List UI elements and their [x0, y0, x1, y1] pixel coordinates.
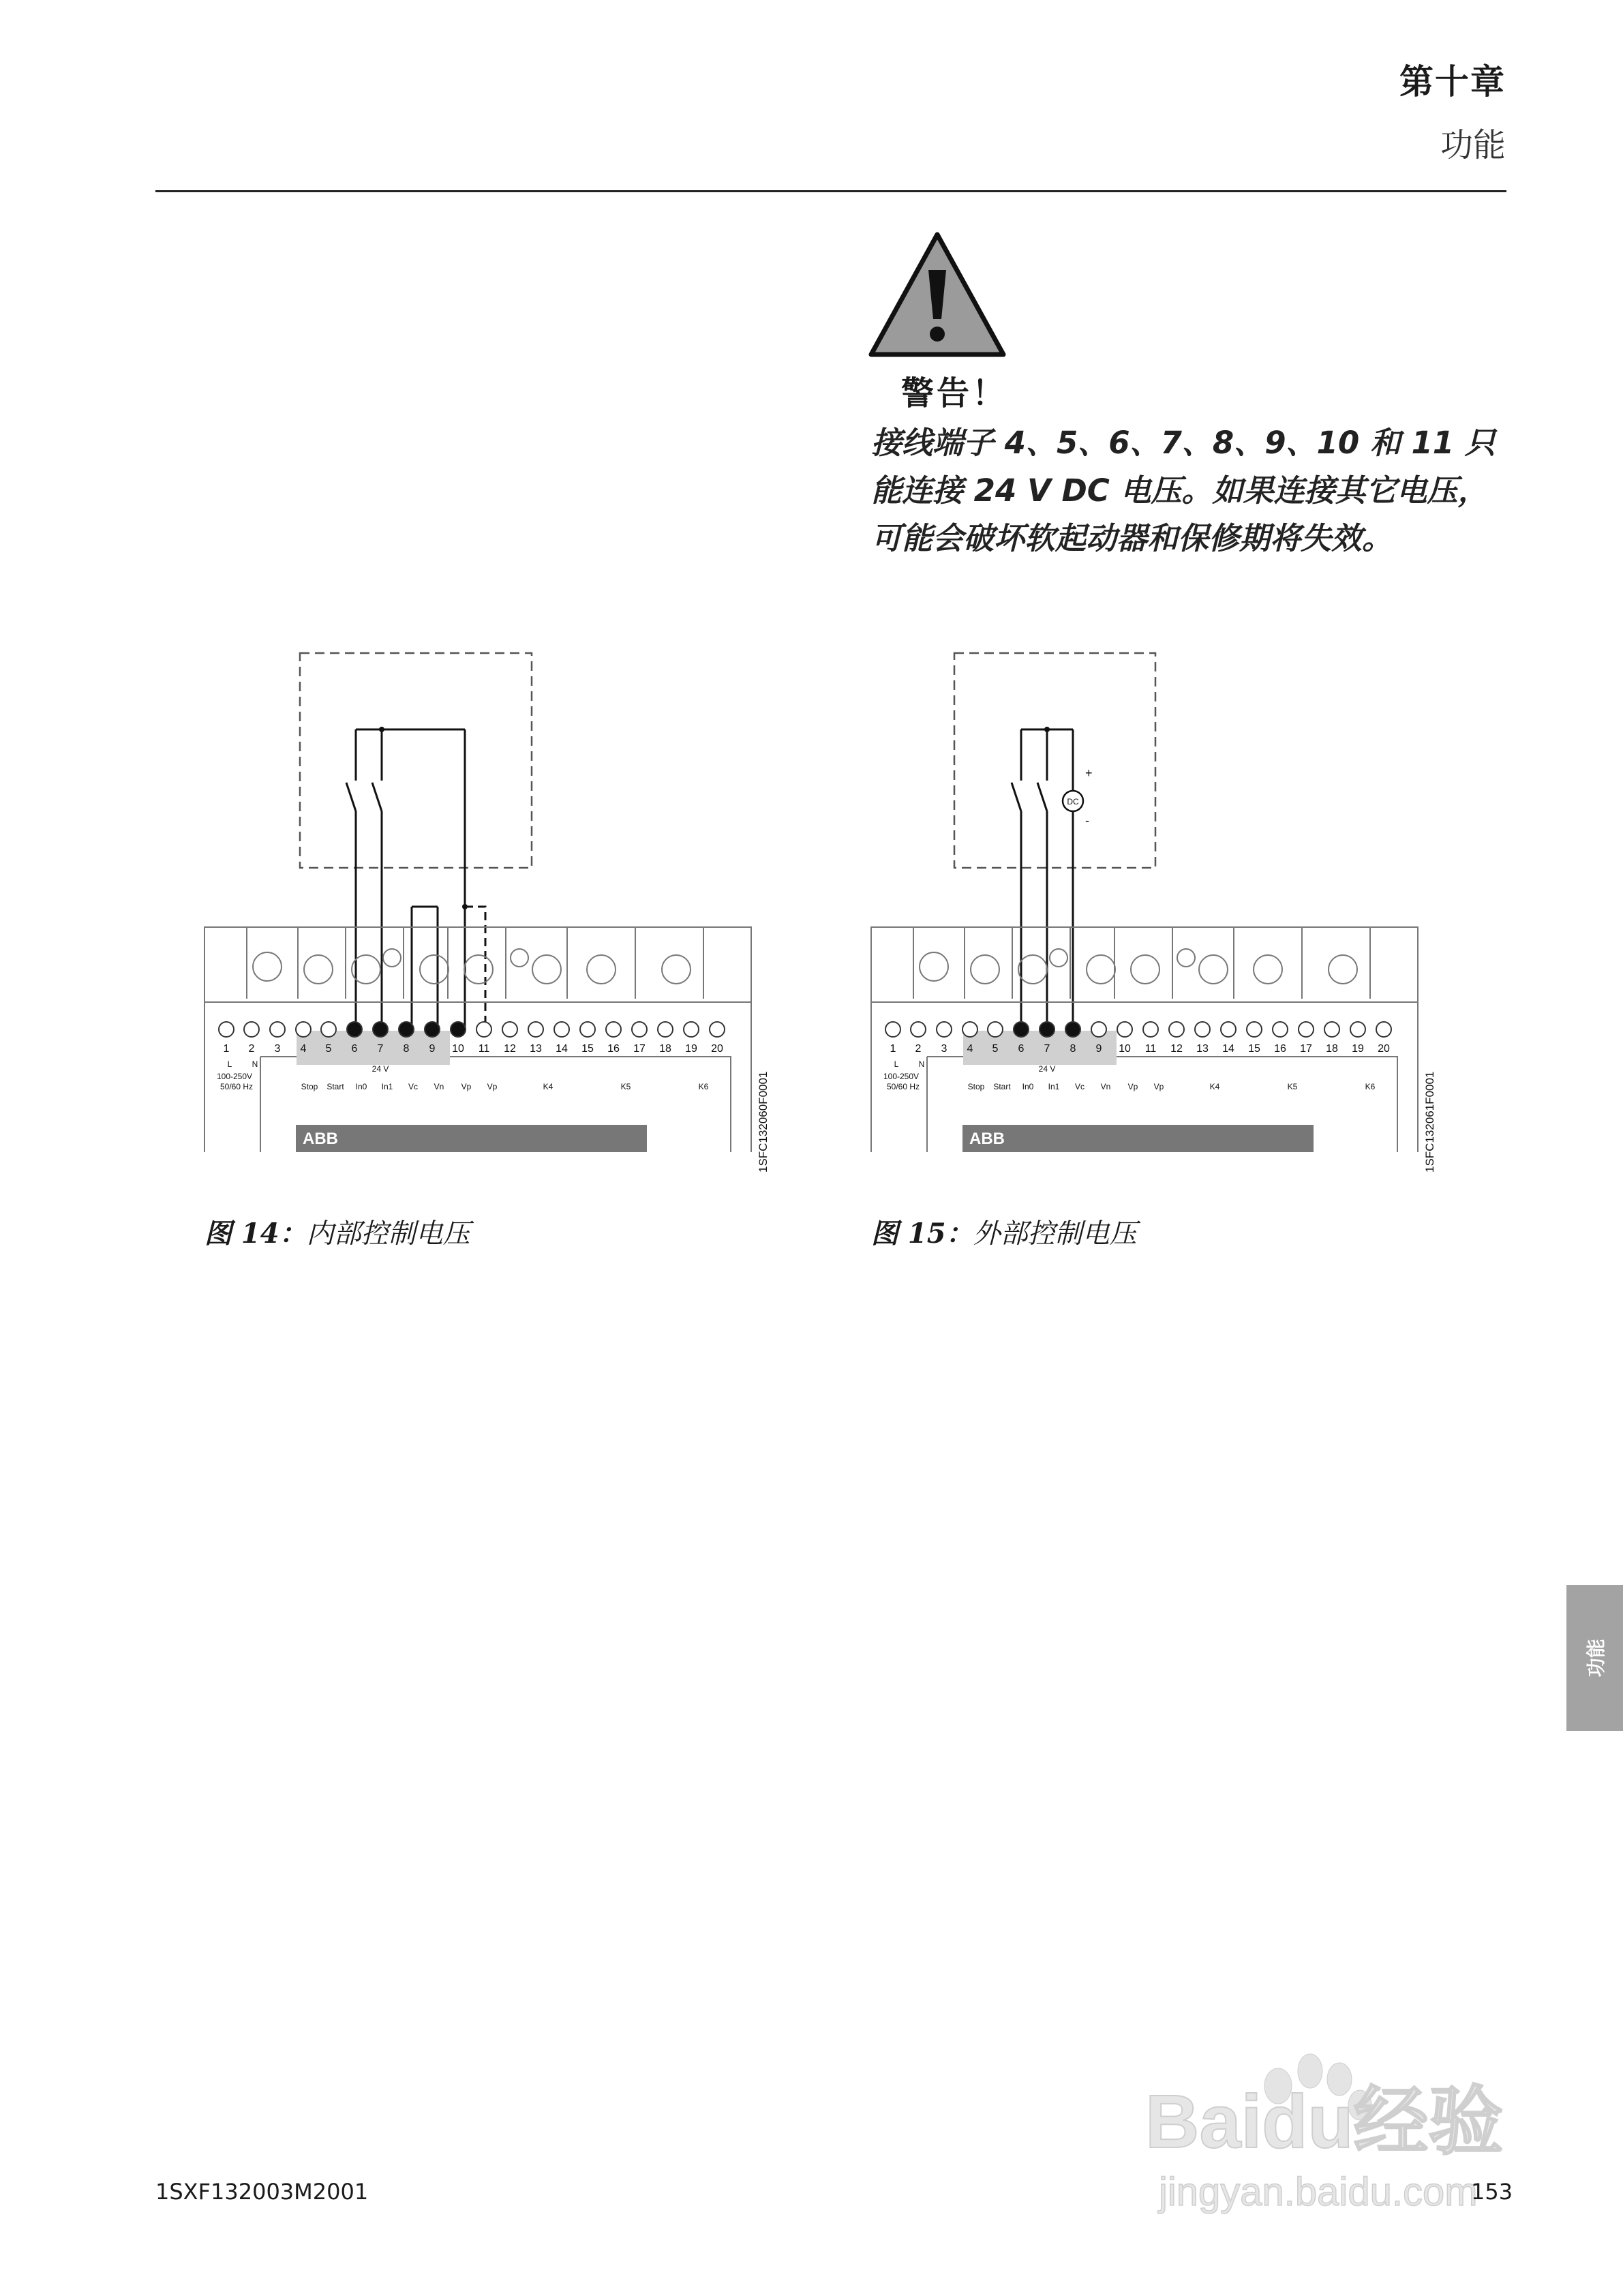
terminal-number: 2: [248, 1043, 255, 1055]
terminal-number: 19: [1352, 1043, 1364, 1055]
warning-text: 接线端子 4、5、6、7、8、9、10 和 11 只能连接 24 V DC 电压。如果连接其它电压，可能会破坏软起动器和保修期将失效。: [871, 425, 1496, 556]
label-stop: Stop: [301, 1082, 318, 1091]
caption-text: 内部控制电压: [306, 1218, 470, 1250]
terminal-number: 9: [1095, 1043, 1102, 1055]
terminal-number: 10: [452, 1043, 464, 1055]
figure-15-caption: [871, 1212, 1137, 1251]
label-vp: Vp: [487, 1082, 498, 1091]
terminal-number: 7: [1044, 1043, 1050, 1055]
terminal-number: 19: [685, 1043, 697, 1055]
label-in0: In0: [1022, 1082, 1034, 1091]
label-24v: 24 V: [371, 1064, 389, 1074]
minus-sign: -: [1085, 814, 1089, 828]
caption-number: 图 15：: [871, 1218, 973, 1250]
label-vp: Vp: [1153, 1082, 1164, 1091]
document-code: 1SXF132003M2001: [155, 2179, 369, 2205]
terminal-number: 16: [607, 1043, 620, 1055]
label-supply-frequency: 50/60 Hz: [219, 1082, 254, 1091]
terminal-number: 4: [300, 1043, 307, 1055]
label-vn: Vn: [434, 1082, 444, 1091]
dc-source-label: DC: [1067, 797, 1079, 806]
terminal-number: 20: [711, 1043, 723, 1055]
label-l: L: [227, 1059, 232, 1069]
figure-14-caption: [204, 1212, 470, 1251]
terminal-number: 14: [556, 1043, 568, 1055]
terminal-number: 8: [1070, 1043, 1076, 1055]
chapter-header: [1399, 55, 1506, 166]
baidu-watermark: [1132, 2045, 1527, 2222]
figure-15-diagram: [866, 648, 1445, 1179]
label-supply-voltage: 100-250V: [883, 1072, 920, 1081]
label-k5: K5: [1287, 1082, 1298, 1091]
terminal-number: 3: [941, 1043, 947, 1055]
terminal-number: 9: [429, 1043, 436, 1055]
caption-text: 外部控制电压: [973, 1218, 1137, 1250]
warning-icon: [866, 230, 1009, 360]
label-vn: Vn: [1100, 1082, 1111, 1091]
terminal-number: 6: [1018, 1043, 1025, 1055]
terminal-number: 10: [1119, 1043, 1131, 1055]
label-vc: Vc: [1074, 1082, 1085, 1091]
terminal-number: 18: [659, 1043, 671, 1055]
terminal-number: 15: [581, 1043, 594, 1055]
label-l: L: [894, 1059, 899, 1069]
label-supply-frequency: 50/60 Hz: [886, 1082, 920, 1091]
terminal-number: 8: [403, 1043, 410, 1055]
terminal-number: 5: [325, 1043, 332, 1055]
label-k4: K4: [1209, 1082, 1220, 1091]
label-24v: 24 V: [1038, 1064, 1056, 1074]
label-k6: K6: [1365, 1082, 1376, 1091]
figure-code: 1SFC132060F0001: [757, 1071, 770, 1173]
label-k5: K5: [620, 1082, 631, 1091]
label-in0: In0: [355, 1082, 367, 1091]
terminal-number: 11: [478, 1043, 490, 1055]
label-start: Start: [327, 1082, 344, 1091]
label-n: N: [918, 1059, 925, 1069]
label-vp: Vp: [1127, 1082, 1138, 1091]
figure-14-diagram: [199, 648, 778, 1179]
caption-number: 图 14：: [204, 1218, 307, 1250]
terminal-number: 15: [1248, 1043, 1260, 1055]
terminal-number: 17: [633, 1043, 646, 1055]
terminal-number: 12: [504, 1043, 516, 1055]
label-in1: In1: [381, 1082, 393, 1091]
terminal-number: 2: [915, 1043, 922, 1055]
abb-logo: ABB: [303, 1130, 338, 1148]
terminal-number: 14: [1222, 1043, 1234, 1055]
side-tab-label: 功能: [1584, 1638, 1607, 1678]
label-vp: Vp: [461, 1082, 472, 1091]
watermark-brand: Baidu经验: [1145, 2080, 1504, 2164]
terminal-number: 5: [992, 1043, 999, 1055]
terminal-number: 1: [223, 1043, 230, 1055]
terminal-number: 1: [890, 1043, 896, 1055]
label-stop: Stop: [967, 1082, 985, 1091]
terminal-number: 17: [1300, 1043, 1312, 1055]
watermark-url: jingyan.baidu.com: [1159, 2170, 1478, 2214]
warning-title: 警告！: [901, 374, 1008, 412]
terminal-number: 6: [351, 1043, 358, 1055]
page-number: 153: [1471, 2179, 1513, 2205]
label-in1: In1: [1048, 1082, 1060, 1091]
terminal-number: 13: [1196, 1043, 1209, 1055]
label-n: N: [252, 1059, 258, 1069]
chapter-number: 第十章: [1399, 62, 1506, 102]
label-vc: Vc: [408, 1082, 419, 1091]
terminal-number: 20: [1378, 1043, 1390, 1055]
label-k4: K4: [543, 1082, 553, 1091]
terminal-number: 13: [530, 1043, 542, 1055]
figure-code: 1SFC132061F0001: [1423, 1071, 1436, 1173]
terminal-number: 12: [1170, 1043, 1183, 1055]
plus-sign: +: [1085, 766, 1093, 780]
label-start: Start: [993, 1082, 1011, 1091]
terminal-number: 18: [1326, 1043, 1338, 1055]
abb-logo: ABB: [969, 1130, 1005, 1148]
terminal-number: 4: [967, 1043, 973, 1055]
section-side-tab: [1566, 1585, 1623, 1731]
label-supply-voltage: 100-250V: [216, 1072, 253, 1081]
terminal-number: 16: [1274, 1043, 1286, 1055]
terminal-number: 3: [274, 1043, 281, 1055]
header-rule: [155, 190, 1506, 192]
label-k6: K6: [698, 1082, 709, 1091]
terminal-number: 7: [377, 1043, 384, 1055]
terminal-number: 11: [1144, 1043, 1157, 1055]
chapter-name: 功能: [1440, 126, 1506, 164]
